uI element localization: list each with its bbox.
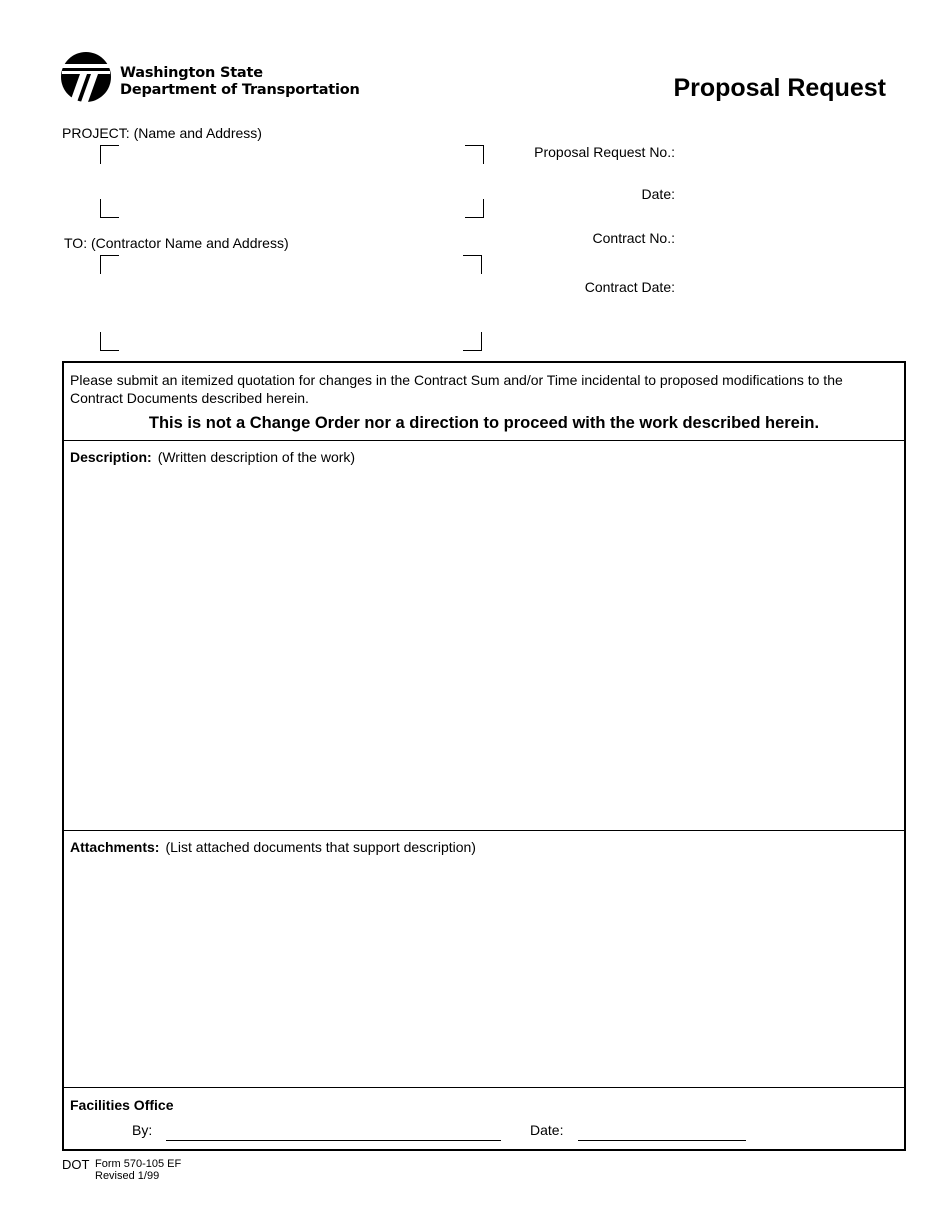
- contractor-field[interactable]: [100, 255, 482, 351]
- attachments-section[interactable]: [64, 831, 904, 1088]
- description-label: Description:: [70, 449, 152, 465]
- instructions-section: [64, 363, 904, 441]
- bracket-top-left: [100, 255, 119, 274]
- contract-date-label: Contract Date:: [584, 279, 675, 295]
- form-revision: Revised 1/99: [95, 1170, 160, 1182]
- by-label: By:: [132, 1122, 153, 1138]
- description-heading: [70, 449, 355, 465]
- form-body: [62, 361, 906, 1151]
- attachments-hint: (List attached documents that support description): [165, 839, 476, 855]
- footer-form-info: [95, 1158, 181, 1182]
- agency-logo: [60, 50, 380, 104]
- attachments-label: Attachments:: [70, 839, 160, 855]
- form-title: Proposal Request: [673, 74, 886, 102]
- signature-date-line[interactable]: [578, 1140, 746, 1141]
- to-label: TO: (Contractor Name and Address): [64, 235, 289, 251]
- form-number: Form 570-105 EF: [95, 1158, 182, 1170]
- wsdot-logo-icon: [60, 50, 112, 104]
- project-label: PROJECT: (Name and Address): [62, 125, 262, 141]
- footer-agency: DOT: [62, 1157, 90, 1172]
- date-field[interactable]: [680, 182, 900, 206]
- contract-no-field[interactable]: [680, 226, 900, 250]
- proposal-no-label: Proposal Request No.:: [534, 144, 675, 160]
- bracket-top-right: [463, 255, 482, 274]
- instructions-text: Please submit an itemized quotation for changes in the Contract Sum and/or Time incidental to proposed modifications to the Contract Documents described herein.: [70, 372, 843, 406]
- bracket-top-left: [100, 145, 119, 164]
- signature-section: [64, 1088, 904, 1149]
- by-signature-line[interactable]: [166, 1140, 501, 1141]
- agency-name-line2: Department of Transportation: [120, 82, 360, 98]
- notice-text: This is not a Change Order nor a direction to proceed with the work described herein.: [148, 414, 820, 432]
- bracket-bottom-left: [100, 332, 119, 351]
- contract-date-field[interactable]: [680, 275, 900, 299]
- facilities-office-label: Facilities Office: [70, 1097, 174, 1113]
- bracket-bottom-left: [100, 199, 119, 218]
- attachments-heading: [70, 839, 476, 855]
- contract-no-label: Contract No.:: [592, 230, 675, 246]
- description-section[interactable]: [64, 441, 904, 831]
- bracket-bottom-right: [463, 332, 482, 351]
- date-label: Date:: [641, 186, 675, 202]
- description-hint: (Written description of the work): [157, 449, 356, 465]
- proposal-no-field[interactable]: [680, 140, 900, 164]
- signature-date-label: Date:: [530, 1122, 564, 1138]
- agency-name-line1: Washington State: [120, 65, 263, 81]
